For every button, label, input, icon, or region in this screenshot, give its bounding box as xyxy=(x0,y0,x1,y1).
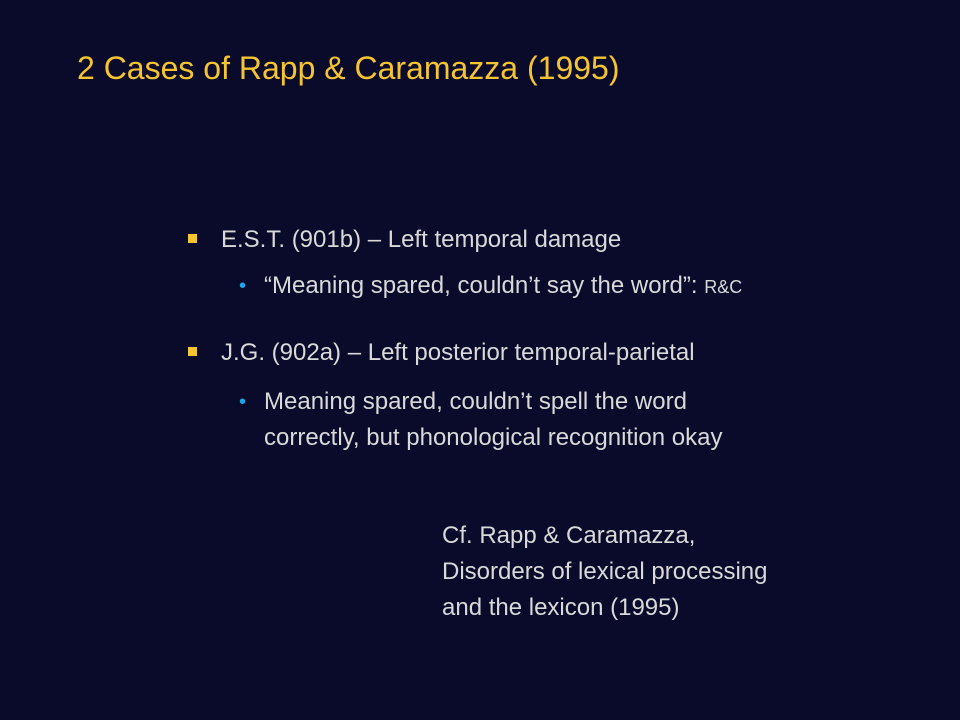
case-detail-text xyxy=(264,384,722,456)
dot-bullet-icon: • xyxy=(239,391,247,413)
slide-title: 2 Cases of Rapp & Caramazza (1995) xyxy=(77,50,620,86)
case-detail-line: “Meaning spared, couldn’t say the word”: xyxy=(264,272,705,299)
case-heading-text: E.S.T. (901b) – Left temporal damage xyxy=(221,226,622,253)
square-bullet-icon xyxy=(188,234,197,243)
case-detail-est xyxy=(239,268,742,305)
case-detail-text xyxy=(264,268,742,305)
citation xyxy=(442,518,767,626)
dot-bullet-icon: • xyxy=(239,275,247,297)
case-heading-est xyxy=(188,226,621,254)
citation-line: and the lexicon (1995) xyxy=(442,594,680,621)
citation-line: Disorders of lexical processing xyxy=(442,558,768,585)
case-detail-line: correctly, but phonological recognition okay xyxy=(264,424,723,451)
case-heading-text: J.G. (902a) – Left posterior temporal-parietal xyxy=(221,339,695,366)
case-detail-source: R&C xyxy=(704,277,743,297)
citation-line: Cf. Rapp & Caramazza, xyxy=(442,522,696,549)
case-detail-jg xyxy=(239,384,722,456)
case-detail-line: Meaning spared, couldn’t spell the word xyxy=(264,388,687,415)
square-bullet-icon xyxy=(188,347,197,356)
case-heading-jg xyxy=(188,339,695,367)
